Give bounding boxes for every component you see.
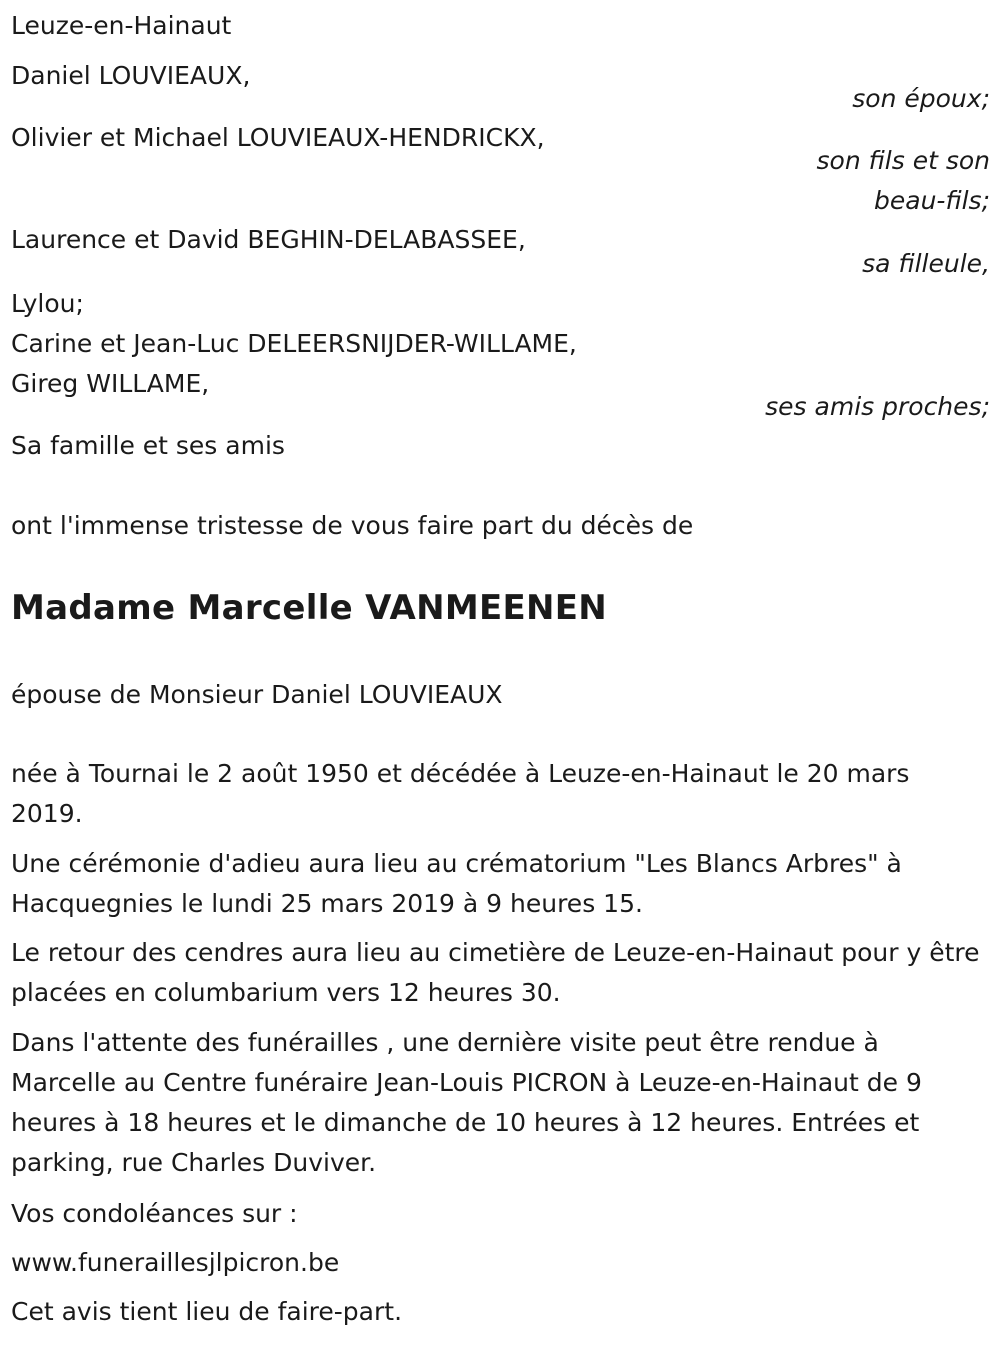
family-member-role: son fils et son [816,146,990,175]
closing-note: Cet avis tient lieu de faire-part. [11,1297,403,1326]
family-member-name: Carine et Jean-Luc DELEERSNIJDER-WILLAME, [11,329,577,358]
family-member-role: beau-fils; [874,186,990,215]
spouse-line: épouse de Monsieur Daniel LOUVIEAUX [11,680,503,709]
family-member-role: ses amis proches; [765,392,990,421]
family-member-role: son époux; [852,84,990,113]
family-member-name: Gireg WILLAME, [11,369,210,398]
family-member-name: Sa famille et ses amis [11,431,285,460]
visit-paragraph: Dans l'attente des funérailles , une dernière visite peut être rendue à Marcelle au Centre funéraire Jean-Louis PICRON à Leuze-en-Hainaut de 9 heures à 18 heures et le dimanche de 10 heures à 12 heures. Entrées et parking, rue Charles Duviver. [11,1028,922,1177]
family-member-role: sa filleule, [862,249,990,278]
condolences-label: Vos condoléances sur : [11,1199,298,1228]
family-member-name: Lylou; [11,289,84,318]
ashes-paragraph: Le retour des cendres aura lieu au cimetière de Leuze-en-Hainaut pour y être placées en columbarium vers 12 heures 30. [11,938,980,1007]
website-link[interactable]: www.funeraillesjlpicron.be [11,1248,340,1277]
announcement-text: ont l'immense tristesse de vous faire part du décès de [11,511,694,540]
family-member-name: Daniel LOUVIEAUX, [11,61,251,90]
family-member-name: Laurence et David BEGHIN-DELABASSEE, [11,225,526,254]
birth-death-paragraph: née à Tournai le 2 août 1950 et décédée à Leuze-en-Hainaut le 20 mars 2019. [11,759,910,828]
location-heading: Leuze-en-Hainaut [11,11,232,40]
ceremony-paragraph: Une cérémonie d'adieu aura lieu au crématorium "Les Blancs Arbres" à Hacquegnies le lundi 25 mars 2019 à 9 heures 15. [11,849,902,918]
family-member-name: Olivier et Michael LOUVIEAUX-HENDRICKX, [11,123,545,152]
deceased-name: Madame Marcelle VANMEENEN [11,588,608,628]
